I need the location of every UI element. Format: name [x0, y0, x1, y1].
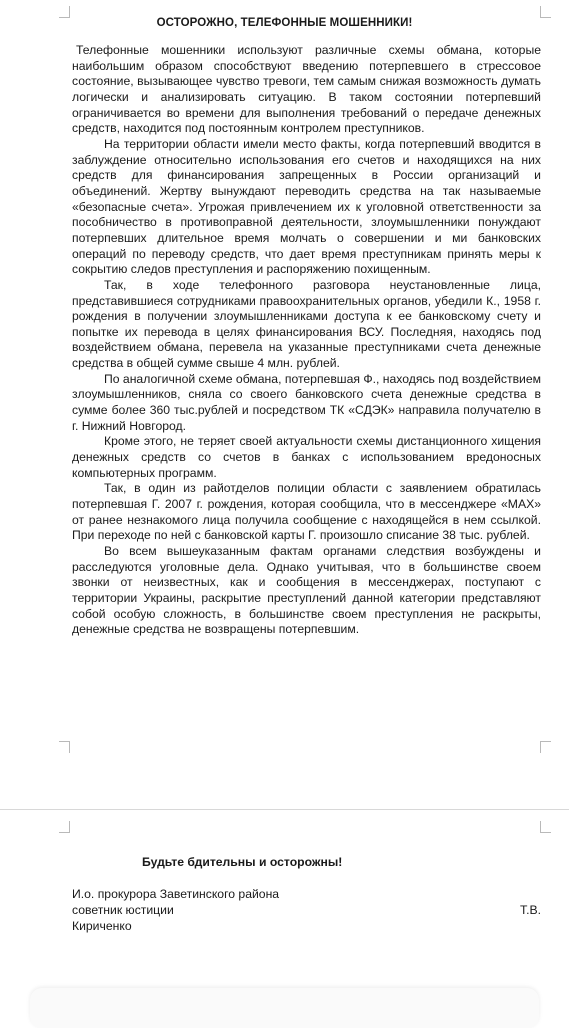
signature-surname: Кириченко — [72, 919, 132, 933]
page-corner-mark-top-left — [59, 821, 70, 833]
document-title: ОСТОРОЖНО, ТЕЛЕФОННЫЕ МОШЕННИКИ! — [156, 17, 413, 29]
paragraph: Так, в ходе телефонного разговора неустановленные лица, представившиеся сотрудниками правоохранительных органов, убедили К., 1958 г. рождения в получении злоумышленниками доступа к ее банковскому счету и попытке их перевода в целях финансирования ВСУ. Последняя, находясь под воздействием обмана, перевела на указанные преступниками счета денежные средства в общей сумме свыше 4 млн. рублей. — [72, 277, 541, 371]
signature-initials: Т.В. — [520, 903, 541, 917]
paragraph: Телефонные мошенники используют различные схемы обмана, которые наибольшим образом способствуют введению потерпевшего в стрессовое состояние, вызывающее чувство тревоги, тем самым снижая возможность думать логически и анализировать ситуацию. В таком состоянии потерпевший ограничивается во времени для выполнения требований о передаче денежных средств, находится под постоянным контролем преступников. — [72, 43, 541, 136]
paragraph: Так, в один из райотделов полиции области с заявлением обратилась потерпевшая Г. 2007 г. рождения, которая сообщила, что в мессенджере «MAX» от ранее незнакомого лица получила сообщение с находящейся в нем ссылкой. При переходе по ней с банковской карты Г. произошло списание 38 тыс. рублей. — [72, 481, 541, 543]
page-corner-mark-bottom-left — [59, 741, 70, 753]
page-corner-mark-bottom-right — [540, 741, 551, 753]
signature-rank: советник юстиции — [72, 903, 174, 917]
paragraph: На территории области имели место факты, когда потерпевший вводится в заблуждение относительно использования его счетов и находящихся на них средств для финансирования запрещенных в России организаций и объединений. Жертву вынуждают переводить средства на так называемые «безопасные счета». Угрожая привлечением их к уголовной ответственности за пособничество в противоправной деятельности, злоумышленники понуждают потерпевших длительное время молчать о совершении и ми банковских операций по переводу средств, что дает время преступникам принять меры к сокрытию следов преступления и распоряжению похищенным. — [72, 136, 541, 277]
paragraph: По аналогичной схеме обмана, потерпевшая Ф., находясь под воздействием злоумышленников, сняла со своего банковского счета денежные средства в сумме более 360 тыс.рублей и посредством ТК «СДЭК» направила получателю в г. Нижний Новгород. — [72, 371, 542, 433]
document-body — [72, 43, 541, 638]
signature-position: И.о. прокурора Заветинского района — [72, 887, 280, 901]
paragraph: Кроме этого, не теряет своей актуальности схемы дистанционного хищения денежных средств со счетов в банках с использованием вредоносных компьютерных программ. — [72, 434, 541, 480]
page-corner-mark-top-right — [540, 821, 551, 833]
bottom-panel — [30, 988, 539, 1028]
warning-text: Будьте бдительны и осторожны! — [142, 855, 343, 869]
signature-block — [72, 886, 541, 934]
paragraph: Во всем вышеуказанным фактам органами следствия возбуждены и расследуются уголовные дела. Однако учитывая, что в большинстве своем звонки от неизвестных, как и сообщения в мессенджерах, поступают с территории Украины, раскрытие преступлений данной категории представляют собой особую сложность, в большинстве своем преступления не раскрыты, денежные средства не возвращены потерпевшим. — [72, 544, 541, 637]
page-separator — [0, 809, 569, 810]
